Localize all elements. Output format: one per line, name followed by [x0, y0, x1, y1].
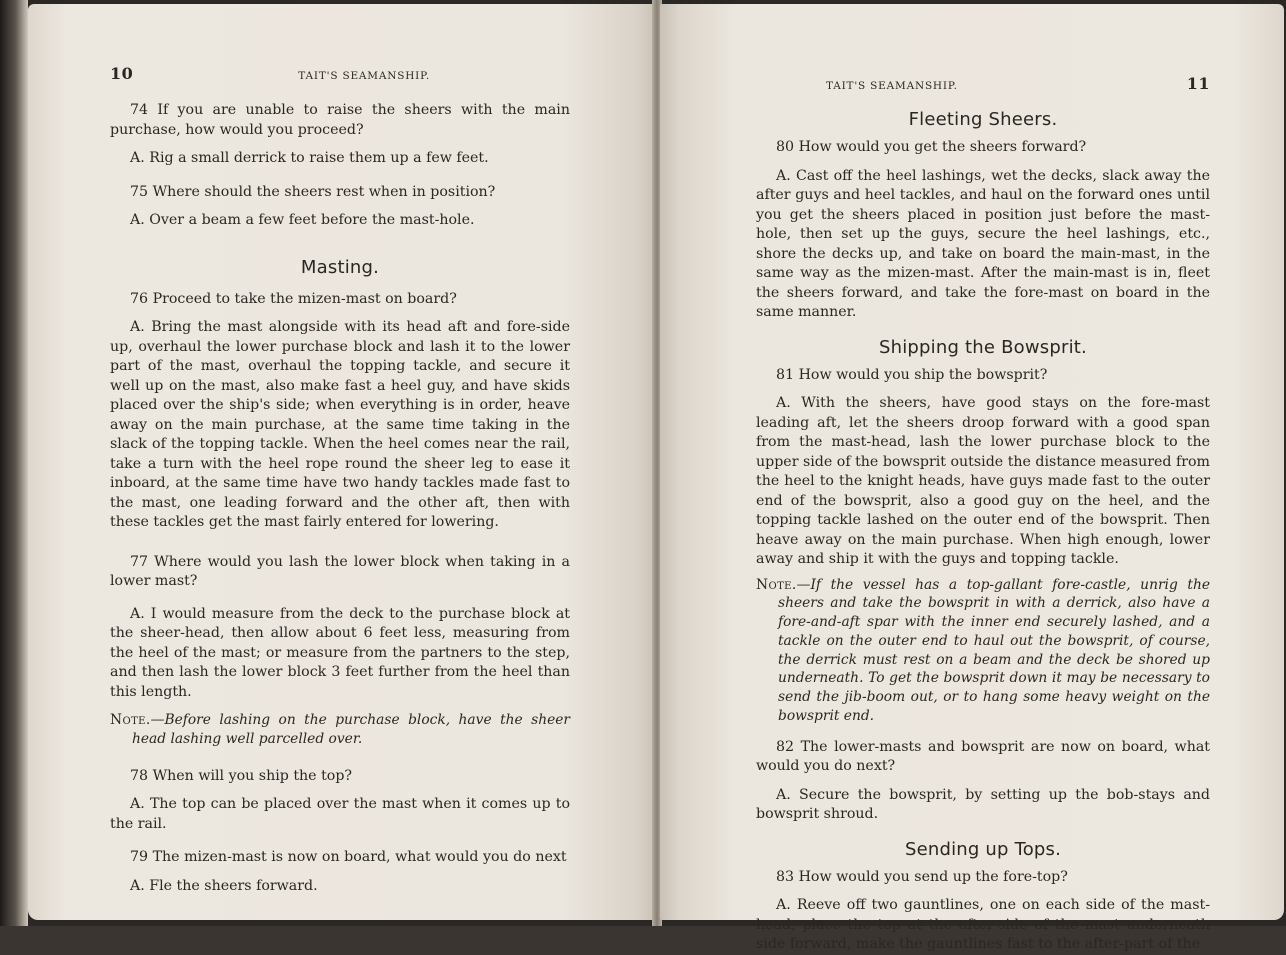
answer-78: A. The top can be placed over the mast when it comes up to the rail. — [110, 796, 570, 832]
question-81: 81 How would you ship the bowsprit? — [776, 366, 1048, 383]
answer-74: A. Rig a small derrick to raise them up a few feet. — [130, 150, 489, 166]
page-number-left: 10 — [110, 64, 134, 83]
question-82: 82 The lower-masts and bowsprit are now on board, what would you do next? — [756, 738, 1210, 775]
left-page-header — [110, 64, 570, 83]
heading-shipping-bowsprit: Shipping the Bowsprit. — [879, 336, 1087, 358]
answer-83: A. Reeve off two gauntlines, one on each side of the mast-head, place the top at the after-side of the mast underneath side forward, make the gauntlines fast to the after-part of the — [756, 897, 1210, 953]
heading-masting: Masting. — [300, 256, 380, 278]
page-number-right: 11 — [1186, 74, 1210, 93]
heading-sending-up-tops: Sending up Tops. — [904, 838, 1062, 860]
answer-77: A. I would measure from the deck to the purchase block at the sheer-head, then allow about 6 feet less, measuring from the heel of the mast; or measure from the partners to the step, and then lash the lower block 3 feet further from the heel than this length. — [110, 605, 570, 700]
right-page — [660, 4, 1284, 953]
answer-76: A. Bring the mast alongside with its head aft and fore-side up, overhaul the lower purchase block and lash it to the lower part of the mast, overhaul the topping tackle, and secure it well up on the mast, also make fast a heel guy, and have skids placed over the ship's side; when everything is in order, heave away on the main purchase, at the same time taking in the slack of the topping tackle. When the heel comes near the rail, take a turn with the heel rope round the sheer leg to ease it inboard, at the same time have two handy tackles made fast to the mast, one leading forward and the other aft, then with these tackles get the mast fairly entered for lowering. — [110, 319, 570, 530]
answer-75: A. Over a beam a few feet before the mast-hole. — [130, 212, 475, 228]
question-80: 80 How would you get the sheers forward? — [776, 139, 1087, 155]
answer-80: A. Cast off the heel lashings, wet the decks, slack away the after guys and heel tackles, and haul on the forward ones until you get the sheers placed in position just before the mast-hole, then set up the guys, secure the heel lashings, etc., shore the decks up, and take on board the main-mast, in the same way as the mizen-mast. After the main-mast is in, fleet the sheers forward, and take the fore-mast on board in the same manner. — [756, 167, 1210, 320]
note-label: Note. — [756, 576, 797, 593]
heading-fleeting-sheers: Fleeting Sheers. — [908, 109, 1058, 130]
running-head-right: TAIT'S SEAMANSHIP. — [826, 80, 958, 92]
question-83: 83 How would you send up the fore-top? — [776, 868, 1068, 885]
right-page-header — [756, 74, 1210, 93]
left-page — [28, 4, 656, 920]
note-text: —Before lashing on the purchase block, have the sheer head lashing well parcelled over. — [132, 712, 570, 747]
note-77 — [110, 711, 570, 749]
answer-79: A. Fle the sheers forward. — [130, 877, 318, 894]
answer-82: A. Secure the bowsprit, by setting up the bob-stays and bowsprit shroud. — [756, 786, 1210, 823]
answer-81: A. With the sheers, have good stays on the fore-mast leading aft, let the sheers droop forward with a good span from the mast-head, lash the lower purchase block to the upper side of the bowsprit outside the distance measured from the heel to the knight heads, have guys made fast to the outer end of the bowsprit, also a good guy on the heel, and the topping tackle lashed on the outer end of the bowsprit. Then heave away on the main purchase. When high enough, lower away and ship it with the guys and topping tackle. — [756, 395, 1211, 567]
running-head-left: TAIT'S SEAMANSHIP. — [298, 70, 430, 82]
question-79: 79 The mizen-mast is now on board, what would you do next — [130, 849, 567, 866]
question-74: 74 If you are unable to raise the sheers with the main purchase, how would you proceed? — [110, 102, 570, 138]
note-label: Note. — [110, 712, 151, 728]
question-78: 78 When will you ship the top? — [130, 767, 353, 784]
question-77: 77 Where would you lash the lower block when taking in a lower mast? — [110, 553, 570, 589]
question-76: 76 Proceed to take the mizen-mast on board? — [130, 290, 457, 307]
question-75: 75 Where should the sheers rest when in position? — [130, 183, 496, 200]
note-text: —If the vessel has a top-gallant fore-castle, unrig the sheers and take the bowsprit in with a derrick, also have a fore-and-aft spar with the inner end securely lashed, and a tackle on the outer end to haul out the bowsprit, of course, the derrick must rest on a beam and the deck be shored up underneath. To get the bowsprit down it may be necessary to send the jib-boom out, or to hang some heavy weight on the bowsprit end. — [778, 576, 1210, 725]
book-edge — [0, 0, 28, 926]
note-81 — [756, 576, 1210, 726]
